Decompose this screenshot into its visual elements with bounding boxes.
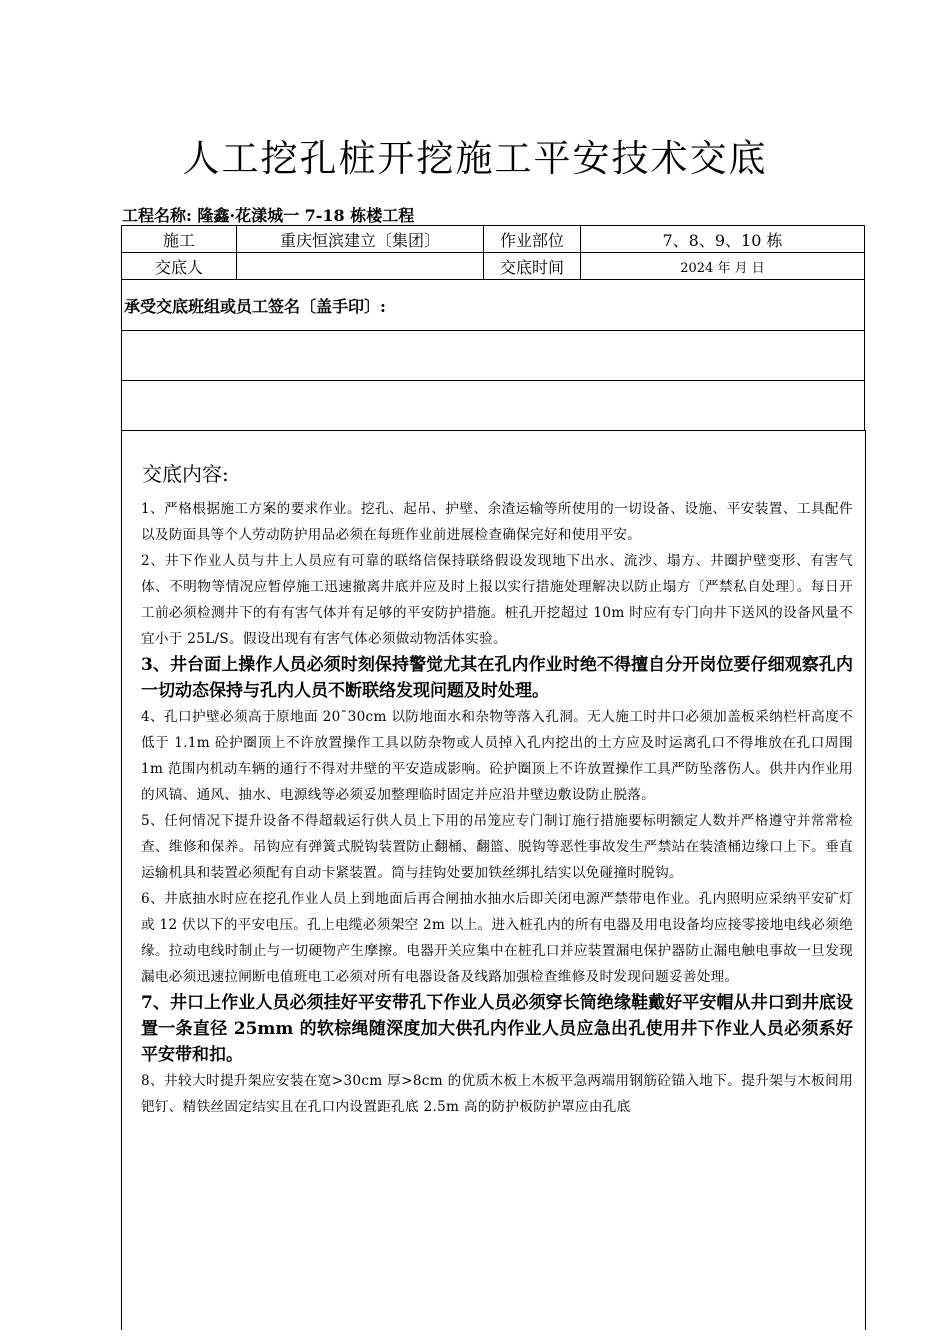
content-paragraph-7: 7、井口上作业人员必须挂好平安带孔下作业人员必须穿长筒绝缘鞋戴好平安帽从井口到井底设置一条直径 25mm 的软棕绳随深度加大供孔内作业人员应急出孔使用井下作业人员必须系好平安带和扣。 bbox=[141, 993, 853, 1065]
signature-blank-2 bbox=[122, 381, 865, 431]
handover-time-label: 交底时间 bbox=[484, 253, 581, 280]
signature-line-1 bbox=[122, 331, 865, 381]
content-paragraph-2: 2、井下作业人员与井上人员应有可靠的联络信保持联络假设发现地下出水、流沙、塌方、井圈护壁变形、有害气体、不明物等情况应暂停施工迅速撤离井底并应及时上报以实行措施处理解决以防止塌方〔严禁私自处理〕。每日开工前必须检测井下的有有害气体并有足够的平安防护措施。桩孔开挖超过 10m 时应有专门向井下送风的设备风量不宜小于 25L/S。假设出现有有害气体必须做动物活体实验。 bbox=[141, 553, 853, 647]
handover-time-value: 2024 年 月 日 bbox=[581, 253, 865, 280]
project-name-line bbox=[122, 203, 414, 226]
content-paragraphs bbox=[141, 496, 853, 1120]
construction-unit-value: 重庆恒滨建立〔集团〕 bbox=[237, 226, 484, 253]
form-row-construction bbox=[122, 226, 865, 253]
content-paragraph-1: 1、严格根据施工方案的要求作业。挖孔、起吊、护壁、余渣运输等所使用的一切设备、设施、平安装置、工具配件以及防面具等个人劳动防护用品必须在每班作业前进展检查确保完好和使用平安。 bbox=[141, 501, 853, 543]
project-name-label: 工程名称: bbox=[122, 206, 192, 225]
form-row-handover bbox=[122, 253, 865, 280]
handover-content-box bbox=[121, 430, 866, 1330]
work-area-value: 7、8、9、10 栋 bbox=[581, 226, 865, 253]
content-paragraph-5: 5、任何情况下提升设备不得超载运行供人员上下用的吊笼应专门制订施行措施要标明额定人数并严格遵守并常常检查、维修和保养。吊钩应有弹簧式脱钩装置防止翻桶、翻篮、脱钩等恶性事故发生严禁站在装渣桶边缘口上下。垂直运输机具和装置必须配有自动卡紧装置。筒与挂钩处要加铁丝绑扎结实以免碰撞时脱钩。 bbox=[141, 813, 853, 881]
signature-blank-1 bbox=[122, 331, 865, 381]
construction-label: 施工 bbox=[122, 226, 237, 253]
work-area-label: 作业部位 bbox=[484, 226, 581, 253]
project-name-value: 隆鑫·花漾城一 7-18 栋楼工程 bbox=[197, 206, 415, 225]
content-heading: 交底内容: bbox=[142, 462, 229, 486]
handover-person-label: 交底人 bbox=[122, 253, 237, 280]
document-title: 人工挖孔桩开挖施工平安技术交底 bbox=[182, 137, 768, 180]
handover-form-table bbox=[121, 225, 865, 431]
signature-line-2 bbox=[122, 381, 865, 431]
content-paragraph-6: 6、井底抽水时应在挖孔作业人员上到地面后再合闸抽水抽水后即关闭电源严禁带电作业。孔内照明应采纳平安矿灯或 12 伏以下的平安电压。孔上电缆必须架空 2m 以上。进入桩孔内的所有电器及用电设备均应接零接地电线必须绝缘。拉动电线时制止与一切硬物产生摩擦。电器开关应集中在桩孔口并应装置漏电保护器防止漏电触电事故一旦发现漏电必须迅速拉闸断电值班电工必须对所有电器设备及线路加强检查维修及时发现问题妥善处理。 bbox=[141, 891, 853, 985]
content-paragraph-3: 3、井台面上操作人员必须时刻保持警觉尤其在孔内作业时绝不得擅自分开岗位要仔细观察孔内一切动态保持与孔内人员不断联络发现问题及时处理。 bbox=[141, 655, 853, 701]
handover-person-value bbox=[237, 253, 484, 280]
signature-label: 承受交底班组或员工签名〔盖手印〕: bbox=[122, 280, 865, 331]
form-row-signature-label bbox=[122, 280, 865, 331]
content-paragraph-4: 4、孔口护壁必须高于原地面 20¯30cm 以防地面水和杂物等落入孔洞。无人施工时井口必须加盖板采纳栏杆高度不低于 1.1m 砼护圈顶上不许放置操作工具以防杂物或人员掉入孔内挖出的土方应及时运离孔口不得堆放在孔口周围 1m 范围内机动车辆的通行不得对井壁的平安造成影响。砼护圈顶上不许放置操作工具严防坠落伤人。供井内作业用的风镐、通风、抽水、电源线等必须妥加整理临时固定并应沿井壁边敷设防止脱落。 bbox=[141, 709, 853, 803]
content-paragraph-8: 8、井较大时提升架应安装在宽>30cm 厚>8cm 的优质木板上木板平急两端用钢筋砼锚入地下。提升架与木板间用钯钉、精铁丝固定结实且在孔口内设置距孔底 2.5m 高的防护板防护罩应由孔底 bbox=[141, 1073, 853, 1115]
